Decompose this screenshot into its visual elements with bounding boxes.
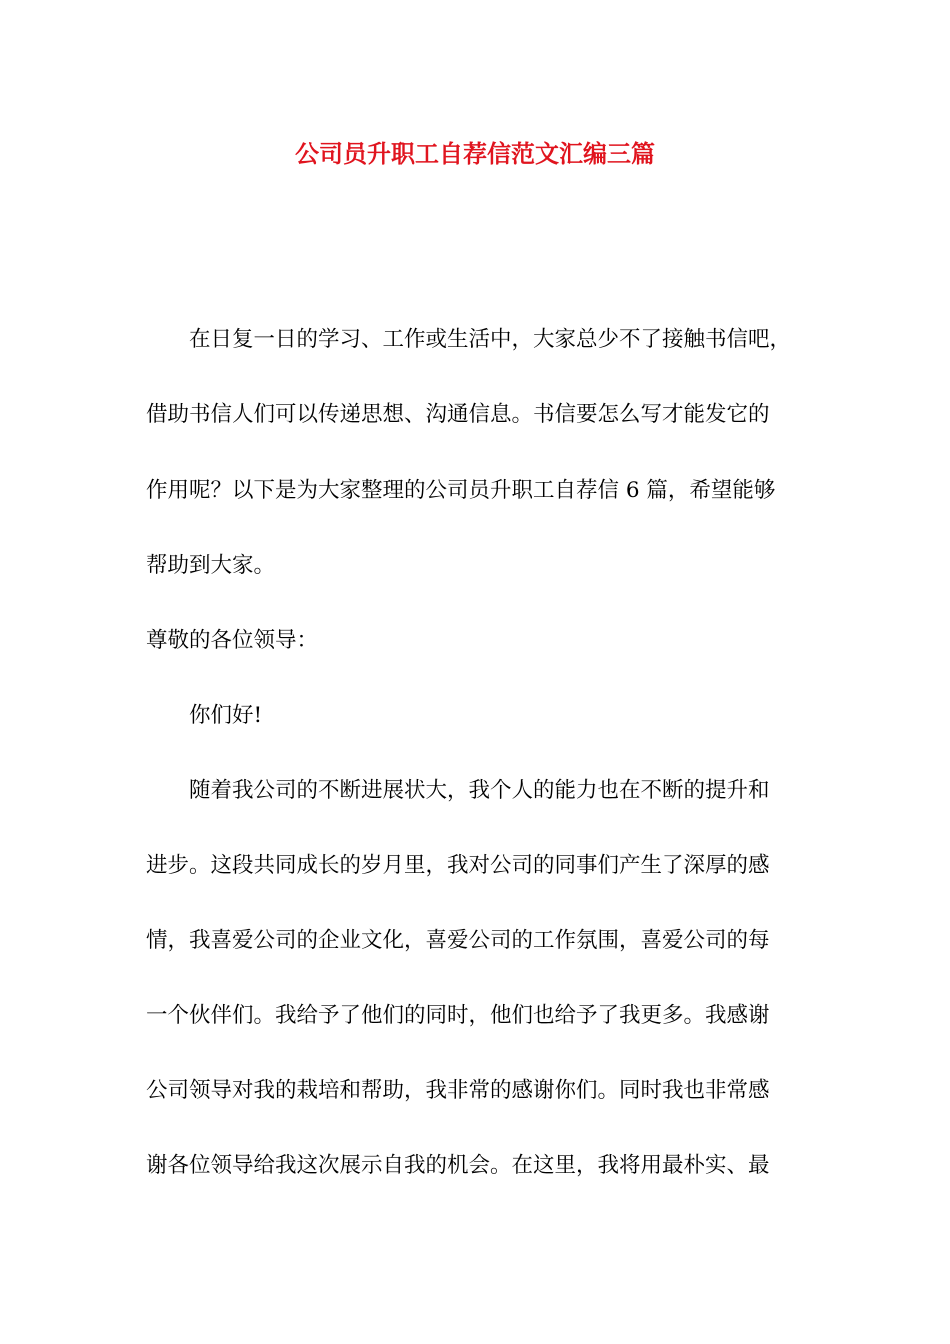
document-title: 公司员升职工自荐信范文汇编三篇 <box>295 139 655 168</box>
paragraph-line: 公司领导对我的栽培和帮助，我非常的感谢你们。同时我也非常感 <box>146 1078 770 1103</box>
paragraph-line: 进步。这段共同成长的岁月里，我对公司的同事们产生了深厚的感 <box>146 853 770 878</box>
paragraph-line: 谢各位领导给我这次展示自我的机会。在这里，我将用最朴实、最 <box>146 1153 770 1178</box>
paragraph-line: 作用呢？以下是为大家整理的公司员升职工自荐信 6 篇，希望能够 <box>146 478 776 503</box>
paragraph-line: 在日复一日的学习、工作或生活中，大家总少不了接触书信吧， <box>189 327 792 352</box>
paragraph-line: 情，我喜爱公司的企业文化，喜爱公司的工作氛围，喜爱公司的每 <box>146 928 770 953</box>
paragraph-line: 一个伙伴们。我给予了他们的同时，他们也给予了我更多。我感谢 <box>146 1003 770 1028</box>
paragraph-line: 借助书信人们可以传递思想、沟通信息。书信要怎么写才能发它的 <box>146 402 770 427</box>
paragraph-line: 随着我公司的不断进展状大，我个人的能力也在不断的提升和 <box>189 778 770 803</box>
salutation: 尊敬的各位领导： <box>146 628 319 653</box>
greeting: 你们好! <box>189 703 263 728</box>
paragraph-line: 帮助到大家。 <box>146 553 276 578</box>
